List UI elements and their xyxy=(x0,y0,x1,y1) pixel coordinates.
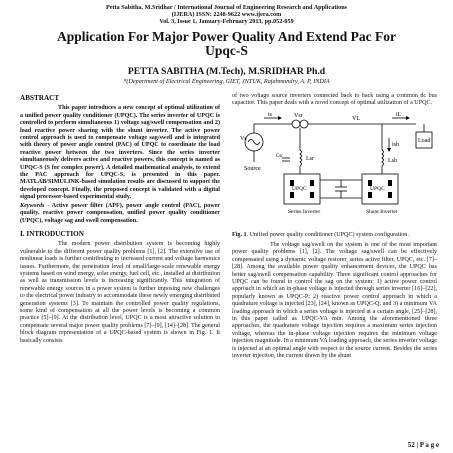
series-switch-3 xyxy=(290,192,294,198)
source-wave xyxy=(248,139,260,144)
journal-header-issn: (IJERA) ISSN: 2248-9622 www.ijera.com xyxy=(171,11,282,19)
right-column xyxy=(232,93,437,361)
figure-caption-text: . Unified power quality conditioner (UPQC) system configuration. xyxy=(246,231,409,238)
journal-header xyxy=(0,4,453,26)
journal-header-volume: Vol. 3, Issue 1, January-February 2013, pp.052-059 xyxy=(159,18,294,26)
label-vl: VL xyxy=(352,115,360,122)
series-inductor xyxy=(300,150,302,166)
figure-caption-label: Fig. 1 xyxy=(232,231,247,238)
label-csr: Csr xyxy=(276,153,283,159)
series-switch-4 xyxy=(310,192,314,198)
abstract-text: This paper introduces a new concept of optimal utilization of a unified power quality conditioner (UPQC). The series inverter of UPQC is controlled to perform simultaneous 1) voltage sag/swell compensation and 2) load reactive power sharing with the shunt inverter. The active power control approach is used to compensate voltage sag/swell and is integrated with theory of power angle control (PAC) of UPQC to coordinate the load reactive power between the two inverters. Since the series inverter simultaneously delivers active and reactive powers, this concept is named as UPQC-S (S for complex power). A detailed mathematical analysis, to extend the PAC approach for UPQC-S, is presented in this paper. MATLAB/SIMULINK-based simulation results are discussed to support the developed concept. Finally, the proposed concept is validated with a digital signal processor-based experimental study. xyxy=(20,105,220,201)
is-arrowhead xyxy=(278,116,282,120)
paper-affiliation: *(Department of Electrical Engineering, GIET, JNTUK, Rajahmundry, A. P, INDIA xyxy=(123,78,330,85)
label-is: is xyxy=(268,111,273,118)
right-bottom-text: The voltage sag/swell on the system is one of the most important power quality problems [1], [2]. The voltage sag/swell can be effectively compensated using a dynamic voltage restorer, series active filter, UPQC, etc. [7]–[28]. Among the available power quality enhancement devices, the UPQC has better sag/swell compensation capability. Three significant control approaches for UPQC can be found to control the sag on the system: 1) active power control approach in which an in-phase voltage is injected through series inverter [16]–[22], popularly known as UPQC-P; 2) reactive power control approach in which a quadrature voltage is injected [23], [24], known as UPQC-Q; and 3) a minimum VA loading approach in which a series voltage is injected at a certain angle, [25]–[28], in this paper called as UPQC-VA min. Among the aforementioned three approaches, the quadrature voltage injection requires a maximum series injection voltage, whereas the in-phase voltage injection requires the minimum voltage injection magnitude. In a minimum VA loading approach, the series inverter voltage is injected at an optimal angle with respect to the source current. Besides the series inverter injection, the current drawn by the shunt xyxy=(232,242,437,360)
label-shunt-inverter: Shunt Inverter xyxy=(366,208,398,215)
journal-header-line1: Petta Sabitha, M.Sridhar / International Journal of Engineering Research and Applications xyxy=(105,4,348,11)
intro-heading: I. INTRODUCTION xyxy=(20,229,84,238)
il-arrowhead xyxy=(406,116,410,120)
keywords-label: Keywords xyxy=(20,202,45,209)
label-ish: ish xyxy=(392,141,400,148)
paper-title xyxy=(0,30,453,58)
series-switch-2 xyxy=(310,180,314,186)
label-il: iL xyxy=(396,111,402,118)
page-number: 52 | P a g e xyxy=(407,441,439,449)
label-load: Load xyxy=(418,137,431,144)
keywords xyxy=(20,203,220,225)
shunt-switch-2 xyxy=(388,180,392,186)
label-vsr: Vsr xyxy=(294,112,303,119)
paper-title-line1: Application For Major Power Quality And Extend Pac For xyxy=(57,29,396,44)
series-tx-secondary xyxy=(300,120,308,128)
shunt-inductor xyxy=(382,150,384,166)
abstract-heading: ABSTRACT xyxy=(20,94,60,102)
keywords-text: - Active power filter (APF), power angle control (PAC), power quality, reactive power compensation, unified power quality conditioner (UPQC), voltage sag and swell compensation. xyxy=(20,202,220,224)
label-lsr: Lsr xyxy=(306,155,314,162)
upqc-diagram xyxy=(232,110,437,230)
label-source: Source xyxy=(244,165,261,172)
label-upqc-shunt: UPQC xyxy=(370,185,385,192)
label-upqc-series: UPQC xyxy=(292,185,307,192)
intro-text: The modern power distribution system is becoming highly vulnerable to the different power quality problems [1], [2]. The extensive use of nonlinear loads is further contributing to increased current and voltage harmonics issues. Furthermore, the penetration level of small/large-scale renewable energy systems based on wind energy, solar energy, fuel cell, etc., installed at distribution as well as transmission levels is increasing significantly. This integration of renewable energy sources in a power system is further imposing new challenges to the electrical power industry to accommodate these newly emerging distributed generation systems [3]. To maintain the controlled power quality regulations, some kind of compensation at all the power levels is becoming a common practice [5]–[9]. At the distribution level, UPQC is a most attractive solution to compensate several major power quality problems [7]–[9], [14]–[28]. The general block diagram representation of a UPQC-based system is shown in Fig. 1. It basically consists xyxy=(20,241,220,344)
right-top-text: of two voltage source inverters connected back to back using a common dc bus capacitor. This paper deals with a novel concept of optimal utilization of a UPQC. xyxy=(232,93,437,107)
shunt-switch-4 xyxy=(388,192,392,198)
paper-title-line2: Upqc-S xyxy=(205,43,248,58)
shunt-switch-3 xyxy=(368,192,372,198)
label-series-inverter: Series Inverter xyxy=(288,208,321,215)
figure-caption xyxy=(232,232,437,239)
left-column xyxy=(20,93,220,345)
label-lsh: Lsh xyxy=(388,157,397,164)
paper-authors: PETTA SABITHA (M.Tech), M.SRIDHAR Ph.d xyxy=(127,66,326,77)
ish-arrowhead xyxy=(387,148,391,152)
label-vs: Vs xyxy=(240,135,247,142)
upqc-figure xyxy=(232,110,437,230)
series-tx-primary xyxy=(292,120,300,128)
